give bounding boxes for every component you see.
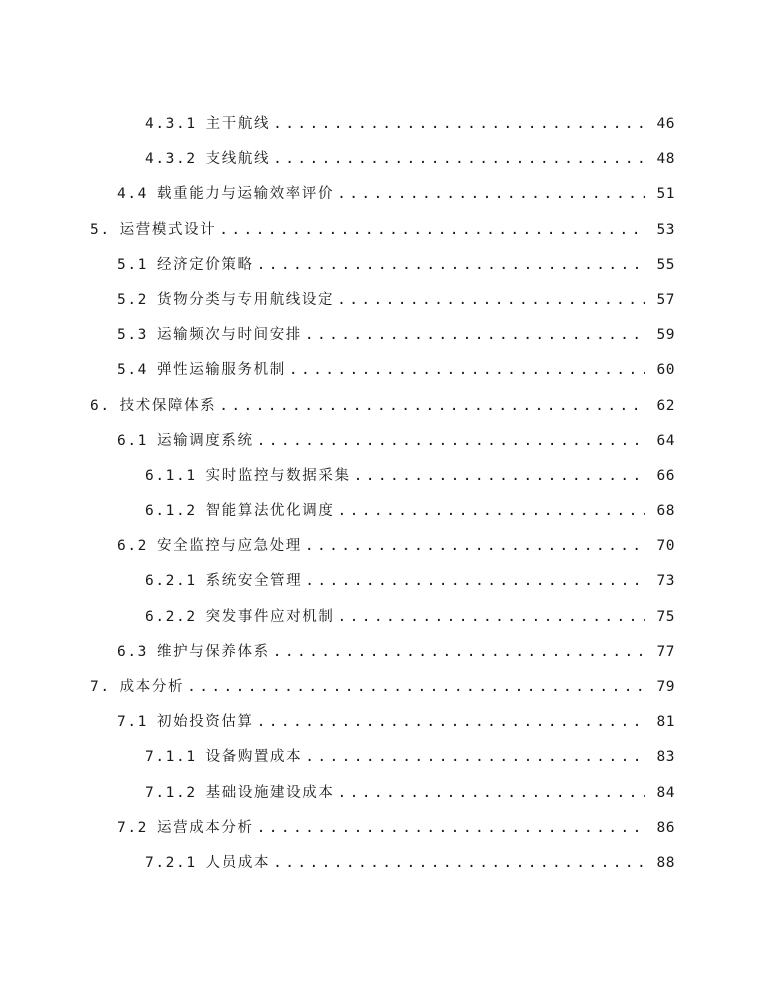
- toc-page-number: 70: [645, 529, 675, 564]
- toc-entry-6-3[interactable]: [0, 635, 765, 670]
- toc-entry-title: 运营成本分析: [157, 819, 254, 836]
- toc-entry-title: 实时监控与数据采集: [205, 467, 351, 484]
- toc-entry-number: 7.1.2: [145, 784, 197, 801]
- toc-page-number: 55: [645, 248, 675, 283]
- toc-entry-title: 设备购置成本: [205, 749, 303, 766]
- toc-entry-title: 突发事件应对机制: [205, 608, 335, 625]
- toc-entry-title: 经济定价策略: [157, 256, 254, 273]
- toc-entry-title: 载重能力与运输效率评价: [157, 186, 335, 203]
- toc-entry-number: 7.1.1: [145, 749, 197, 766]
- toc-entry-row: [145, 740, 674, 775]
- toc-entry-4-3-2[interactable]: [0, 142, 765, 177]
- toc-entry-heading: [117, 318, 302, 353]
- toc-dot-leader: [184, 670, 674, 705]
- toc-entry-heading: [145, 107, 270, 142]
- toc-entry-number: 7.1: [117, 714, 148, 731]
- toc-entry-row: [90, 389, 674, 424]
- toc-entry-row: [145, 564, 674, 599]
- toc-page-number: 53: [645, 213, 675, 248]
- toc-dot-leader: [302, 740, 674, 775]
- toc-entry-7[interactable]: [0, 670, 765, 705]
- toc-entry-heading: [117, 353, 286, 388]
- toc-entry-6-2[interactable]: [0, 529, 765, 564]
- toc-dot-leader: [216, 213, 674, 248]
- toc-entry-row: [117, 705, 674, 740]
- toc-entry-6-1[interactable]: [0, 424, 765, 459]
- toc-page-number: 83: [645, 740, 675, 775]
- toc-dot-leader: [302, 529, 674, 564]
- toc-entry-title: 主干航线: [205, 116, 271, 132]
- toc-entry-number: 6.2.2: [145, 608, 197, 625]
- toc-entry-title: 货物分类与专用航线设定: [157, 291, 335, 308]
- toc-entry-heading: [90, 670, 184, 705]
- toc-entry-heading: [117, 424, 254, 459]
- toc-entry-5-1[interactable]: [0, 248, 765, 283]
- toc-entry-number: 6.: [90, 397, 111, 414]
- toc-entry-row: [90, 213, 674, 248]
- toc-dot-leader: [216, 389, 674, 424]
- toc-entry-6[interactable]: [0, 389, 765, 424]
- toc-entry-7-2-1[interactable]: [0, 846, 765, 881]
- toc-page-number: 66: [645, 459, 675, 494]
- toc-entry-7-1-1[interactable]: [0, 740, 765, 775]
- toc-entry-number: 4.3.2: [145, 151, 197, 168]
- toc-dot-leader: [254, 705, 674, 740]
- toc-entry-6-1-1[interactable]: [0, 459, 765, 494]
- toc-page-number: 59: [645, 318, 675, 353]
- toc-dot-leader: [302, 318, 674, 353]
- toc-entry-5-4[interactable]: [0, 353, 765, 388]
- toc-page-number: 77: [645, 635, 675, 670]
- toc-dot-leader: [334, 494, 674, 529]
- toc-entry-heading: [117, 283, 334, 318]
- toc-entry-number: 7.2.1: [145, 854, 197, 871]
- toc-entry-4-4[interactable]: [0, 177, 765, 212]
- toc-dot-leader: [270, 142, 674, 177]
- toc-entry-row: [117, 283, 674, 318]
- toc-entry-title: 人员成本: [205, 854, 271, 871]
- toc-dot-leader: [334, 600, 674, 635]
- toc-page-number: 75: [645, 600, 675, 635]
- toc-entry-heading: [117, 248, 254, 283]
- toc-page-number: 57: [645, 283, 675, 318]
- toc-page-number: 46: [645, 107, 675, 142]
- toc-entry-heading: [145, 846, 270, 881]
- toc-entry-heading: [117, 635, 270, 670]
- toc-entry-heading: [145, 564, 302, 599]
- toc-dot-leader: [286, 353, 674, 388]
- toc-page-number: 51: [645, 177, 675, 212]
- toc-entry-7-1-2[interactable]: [0, 776, 765, 811]
- toc-entry-6-2-1[interactable]: [0, 564, 765, 599]
- toc-dot-leader: [334, 776, 674, 811]
- toc-entry-heading: [145, 459, 351, 494]
- toc-entry-number: 6.2.1: [145, 573, 197, 590]
- toc-entry-heading: [117, 177, 334, 212]
- toc-page-number: 48: [645, 142, 675, 177]
- toc-page-number: 64: [645, 424, 675, 459]
- toc-entry-row: [117, 248, 674, 283]
- toc-entry-heading: [90, 389, 216, 424]
- toc-entry-number: 4.3.1: [145, 116, 197, 132]
- toc-entry-title: 安全监控与应急处理: [157, 538, 302, 555]
- toc-page-number: 86: [645, 811, 675, 846]
- toc-entry-row: [90, 670, 674, 705]
- toc-entry-heading: [145, 600, 334, 635]
- toc-entry-title: 弹性运输服务机制: [157, 362, 286, 379]
- toc-page-number: 60: [645, 353, 675, 388]
- toc-entry-number: 6.1: [117, 432, 148, 449]
- toc-entry-heading: [117, 705, 254, 740]
- toc-page-number: 68: [645, 494, 675, 529]
- toc-entry-number: 6.2: [117, 538, 148, 555]
- toc-entry-number: 5.3: [117, 327, 148, 344]
- toc-entry-title: 支线航线: [205, 151, 271, 168]
- toc-entry-number: 7.: [90, 679, 111, 695]
- toc-entry-row: [145, 600, 674, 635]
- toc-entry-heading: [145, 776, 334, 811]
- toc-entry-row: [145, 142, 674, 177]
- toc-entry-6-2-2[interactable]: [0, 600, 765, 635]
- toc-entry-row: [117, 811, 674, 846]
- toc-entry-heading: [90, 213, 216, 248]
- toc-entry-title: 成本分析: [119, 679, 185, 695]
- toc-page-number: 73: [645, 564, 675, 599]
- toc-entry-title: 初始投资估算: [157, 714, 254, 731]
- toc-entry-number: 5.2: [117, 291, 148, 308]
- toc-entry-7-2[interactable]: [0, 811, 765, 846]
- toc-entry-title: 技术保障体系: [119, 397, 217, 414]
- toc-entry-heading: [145, 142, 270, 177]
- toc-entry-title: 智能算法优化调度: [205, 503, 335, 520]
- toc-page-number: 62: [645, 389, 675, 424]
- toc-entry-number: 5.1: [117, 256, 148, 273]
- toc-dot-leader: [254, 424, 674, 459]
- toc-entry-number: 6.1.2: [145, 503, 197, 520]
- toc-entry-title: 运营模式设计: [119, 221, 217, 238]
- toc-dot-leader: [334, 177, 674, 212]
- toc-entry-number: 7.2: [117, 819, 148, 836]
- toc-entry-row: [117, 424, 674, 459]
- toc-entry-row: [145, 846, 674, 881]
- toc-entry-row: [145, 459, 674, 494]
- toc-entry-4-3-1[interactable]: [0, 107, 765, 142]
- toc-dot-leader: [351, 459, 674, 494]
- toc-entry-heading: [145, 494, 334, 529]
- toc-entry-5[interactable]: [0, 213, 765, 248]
- toc-entry-5-3[interactable]: [0, 318, 765, 353]
- toc-entry-row: [117, 318, 674, 353]
- toc-entry-6-1-2[interactable]: [0, 494, 765, 529]
- toc-dot-leader: [270, 846, 674, 881]
- toc-page-number: 79: [645, 670, 675, 705]
- toc-entry-title: 系统安全管理: [205, 573, 303, 590]
- toc-entry-5-2[interactable]: [0, 283, 765, 318]
- toc-dot-leader: [302, 564, 674, 599]
- toc-entry-row: [117, 353, 674, 388]
- toc-entry-row: [117, 635, 674, 670]
- toc-entry-title: 基础设施建设成本: [205, 784, 335, 801]
- toc-entry-number: 5.4: [117, 362, 148, 379]
- table-of-contents: [0, 107, 765, 881]
- toc-entry-row: [145, 107, 674, 142]
- toc-dot-leader: [254, 248, 674, 283]
- toc-entry-heading: [117, 811, 254, 846]
- toc-dot-leader: [270, 635, 674, 670]
- toc-entry-number: 6.1.1: [145, 467, 197, 484]
- toc-page-number: 88: [645, 846, 675, 881]
- toc-entry-7-1[interactable]: [0, 705, 765, 740]
- toc-entry-row: [145, 776, 674, 811]
- toc-entry-number: 6.3: [117, 643, 148, 660]
- toc-page-number: 81: [645, 705, 675, 740]
- toc-dot-leader: [270, 107, 674, 142]
- toc-entry-title: 运输调度系统: [157, 432, 254, 449]
- toc-entry-title: 维护与保养体系: [157, 643, 270, 660]
- toc-entry-number: 4.4: [117, 186, 148, 203]
- toc-entry-row: [145, 494, 674, 529]
- toc-dot-leader: [254, 811, 674, 846]
- toc-entry-number: 5.: [90, 221, 111, 238]
- toc-entry-title: 运输频次与时间安排: [157, 327, 302, 344]
- toc-entry-heading: [145, 740, 302, 775]
- toc-dot-leader: [334, 283, 674, 318]
- toc-entry-heading: [117, 529, 302, 564]
- toc-page-number: 84: [645, 776, 675, 811]
- toc-entry-row: [117, 529, 674, 564]
- toc-entry-row: [117, 177, 674, 212]
